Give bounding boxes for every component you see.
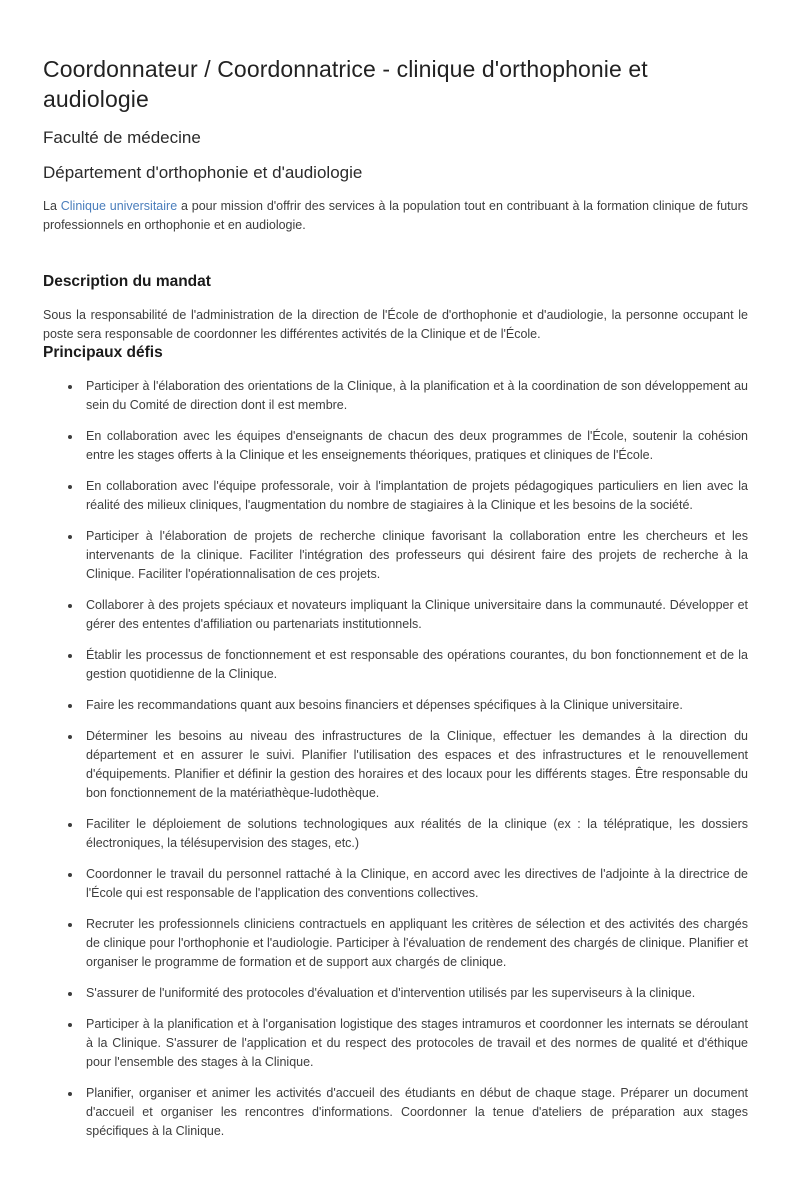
section-heading-principaux-defis: Principaux défis <box>43 344 163 361</box>
bullet-item: Participer à l'élaboration des orientations de la Clinique, à la planification et à la coordination de son développement au sein du Comité de direction dont il est membre. <box>43 377 748 415</box>
bullet-item: Planifier, organiser et animer les activités d'accueil des étudiants en début de chaque stage. Préparer un document d'accueil et organiser les rencontres d'informations. Coordonner la tenue d'ateliers de préparation aux stages spécifiques à la Clinique. <box>43 1084 748 1141</box>
bullet-item: Faciliter le déploiement de solutions technologiques aux réalités de la clinique (ex : la télépratique, les dossiers électroniques, la télésupervision des stages, etc.) <box>43 815 748 853</box>
intro-prefix: La <box>43 199 61 213</box>
mandate-paragraph: Sous la responsabilité de l'administration de la direction de l'École de d'orthophonie et d'audiologie, la personne occupant le poste sera responsable de coordonner les différentes activités de la Clinique et de l'École. <box>43 308 748 341</box>
bullet-item: Déterminer les besoins au niveau des infrastructures de la Clinique, effectuer les demandes à la direction du département et en assurer le suivi. Planifier l'utilisation des espaces et des infrastructures et le renouvellement d'équipements. Planifier et définir la gestion des horaires et des locaux pour les différents stages. Être responsable du bon fonctionnement de la matériathèque-ludothèque. <box>43 727 748 803</box>
intro-suffix: a pour mission d'offrir des services à la population tout en contribuant à la formation clinique de futurs professionnels en orthophonie et en audiologie. <box>43 199 748 232</box>
bullet-item: Collaborer à des projets spéciaux et novateurs impliquant la Clinique universitaire dans la communauté. Développer et gérer des ententes d'affiliation ou partenariats institutionnels. <box>43 596 748 634</box>
bullet-item: En collaboration avec l'équipe professorale, voir à l'implantation de projets pédagogiques particuliers en lien avec la réalité des milieux cliniques, l'augmentation du nombre de stagiaires à la Clinique et les besoins de la société. <box>43 477 748 515</box>
bullet-item: En collaboration avec les équipes d'enseignants de chacun des deux programmes de l'École, soutenir la cohésion entre les stages offerts à la Clinique et les enseignements théoriques, pratiques et cliniques de l'École. <box>43 427 748 465</box>
bullet-item: Participer à l'élaboration de projets de recherche clinique favorisant la collaboration entre les chercheurs et les intervenants de la clinique. Faciliter l'intégration des professeurs qui désirent faire des projets de recherche à la Clinique. Faciliter l'opérationnalisation de ces projets. <box>43 527 748 584</box>
bullet-item: Établir les processus de fonctionnement et est responsable des opérations courantes, du bon fonctionnement et de la gestion quotidienne de la Clinique. <box>43 646 748 684</box>
bullet-item: Coordonner le travail du personnel rattaché à la Clinique, en accord avec les directives de l'adjointe à la directrice de l'École qui est responsable de l'application des conventions collectives. <box>43 865 748 903</box>
challenges-list <box>43 377 748 1141</box>
bullet-item: Recruter les professionnels cliniciens contractuels en appliquant les critères de sélection et des activités des chargés de clinique pour l'orthophonie et l'audiologie. Participer à l'évaluation de rendement des chargés de clinique. Planifier et organiser le programme de formation et de support aux chargés de clinique. <box>43 915 748 972</box>
faculty-subtitle: Faculté de médecine <box>43 128 201 147</box>
section-heading-description-du-mandat: Description du mandat <box>43 273 211 290</box>
bullet-item: Faire les recommandations quant aux besoins financiers et dépenses spécifiques à la Clinique universitaire. <box>43 696 748 715</box>
clinique-universitaire-link[interactable]: Clinique universitaire <box>60 199 178 213</box>
intro-paragraph <box>43 197 748 234</box>
bullet-item: Participer à la planification et à l'organisation logistique des stages intramuros et coordonner les internats se déroulant à la Clinique. S'assurer de l'application et du respect des protocoles de travail et des normes de qualité et d'éthique pour l'ensemble des stages à la Clinique. <box>43 1015 748 1072</box>
page-title: Coordonnateur / Coordonnatrice - clinique d'orthophonie et audiologie <box>43 56 648 112</box>
bullet-item: S'assurer de l'uniformité des protocoles d'évaluation et d'intervention utilisés par les superviseurs à la clinique. <box>43 984 748 1003</box>
department-subtitle: Département d'orthophonie et d'audiologie <box>43 163 363 182</box>
